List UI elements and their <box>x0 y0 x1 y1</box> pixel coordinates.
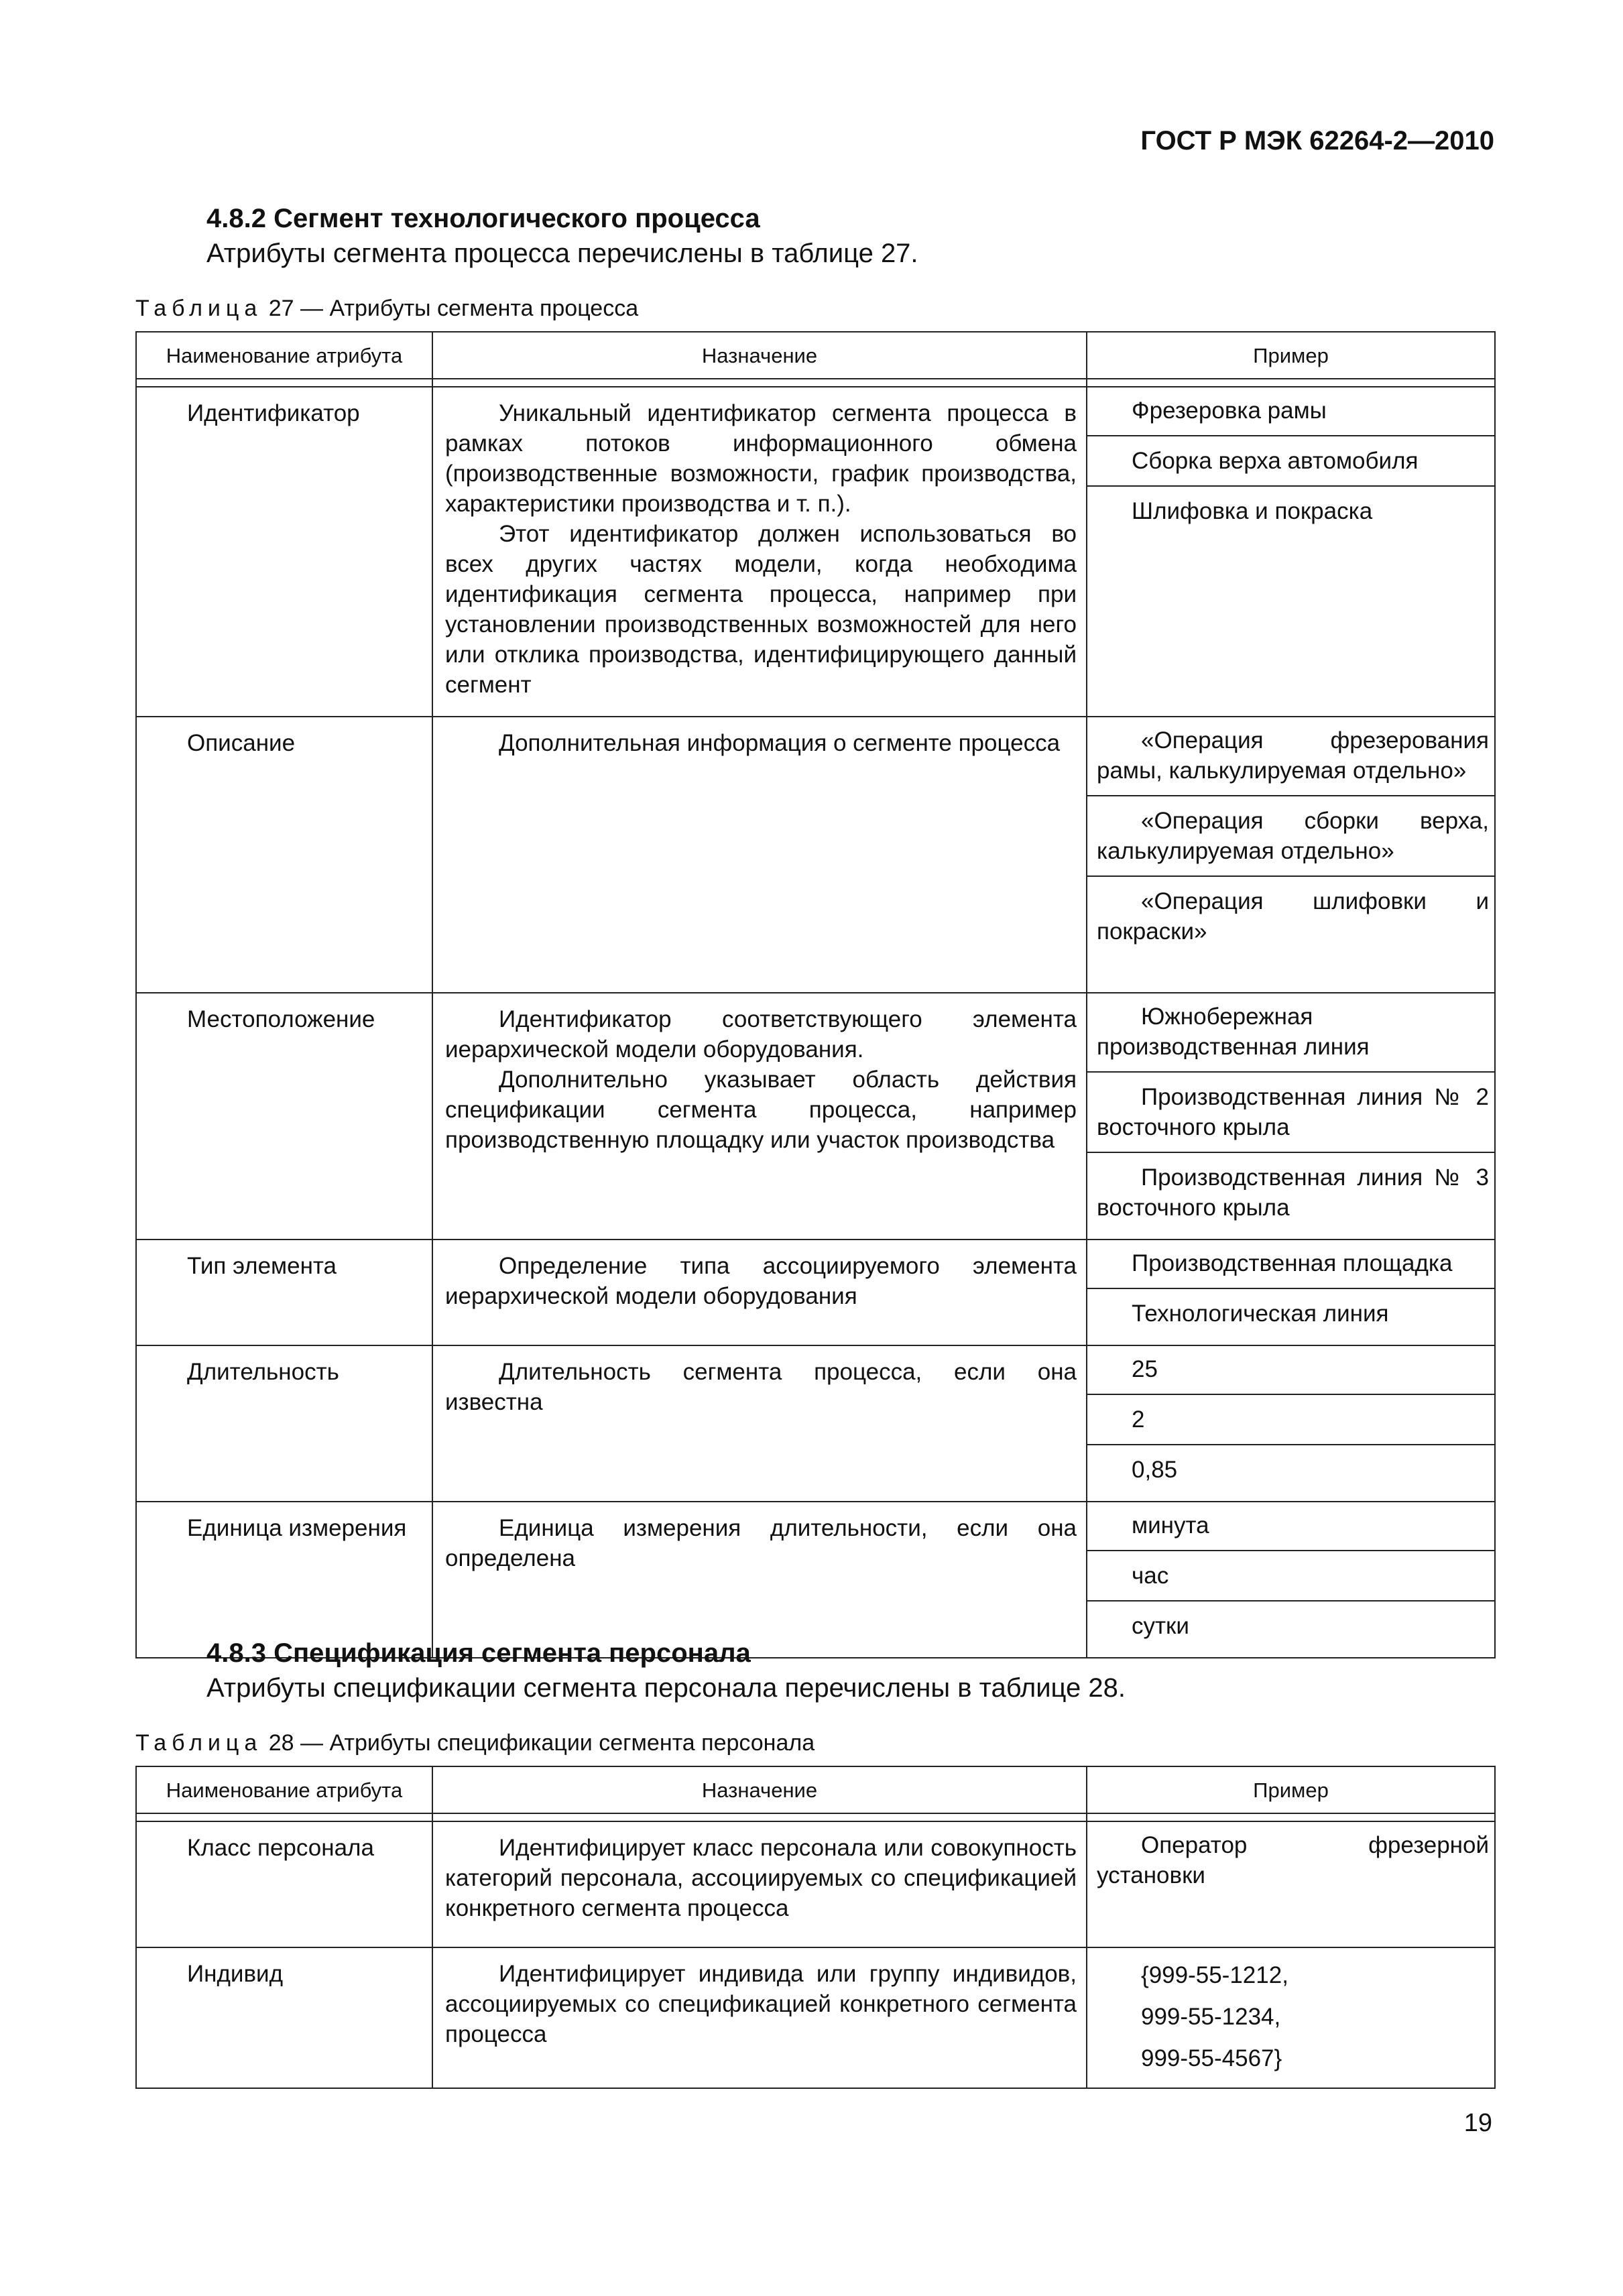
attr-examples <box>1087 993 1495 1240</box>
attr-examples <box>1087 1345 1495 1502</box>
desc-paragraph: Идентифицирует индивида или группу индивидов, ассоциируемых со спецификацией конкретного сегмента процесса <box>445 1961 1077 2047</box>
desc-paragraph: Этот идентификатор должен использоваться во всех других частях модели, когда необходима идентификация сегмента процесса, например при установлении производственных возможностей для него или отклика производства, идентифицирующего данный сегмент <box>445 521 1077 698</box>
attr-desc <box>432 1240 1087 1345</box>
attr-examples <box>1087 717 1495 993</box>
header-cell-name: Наименование атрибута <box>136 1766 432 1813</box>
attr-desc <box>432 1821 1087 1947</box>
attr-examples <box>1087 387 1495 717</box>
table-header-row <box>136 332 1495 379</box>
attr-name: Единица измерения <box>136 1502 432 1658</box>
table-27 <box>135 331 1496 1658</box>
table-row <box>136 1240 1495 1345</box>
header-cell-name: Наименование атрибута <box>136 332 432 379</box>
section-title-4-8-2: 4.8.2 Сегмент технологического процесса <box>206 204 760 233</box>
desc-paragraph: Уникальный идентификатор сегмента процесса в рамках потоков информационного обмена (производственные возможности, график производства, характеристики производства и т. п.). <box>445 400 1077 517</box>
example-item: час <box>1087 1559 1494 1602</box>
header-separator <box>136 379 1495 387</box>
table-row <box>136 1947 1495 2088</box>
table27-caption-text: 27 — Атрибуты сегмента процесса <box>262 296 639 321</box>
page-number: 19 <box>1463 2109 1492 2137</box>
attr-desc <box>432 717 1087 993</box>
desc-paragraph: Дополнительно указывает область действия спецификации сегмента процесса, например производственную площадку или участок производства <box>445 1067 1077 1153</box>
attr-examples <box>1087 1947 1495 2088</box>
attr-examples <box>1087 1240 1495 1345</box>
standard-header: ГОСТ Р МЭК 62264-2—2010 <box>1140 126 1494 156</box>
desc-paragraph: Идентификатор соответствующего элемента иерархической модели оборудования. <box>445 1006 1077 1063</box>
attr-desc <box>432 1502 1087 1658</box>
header-cell-purpose: Назначение <box>432 1766 1087 1813</box>
header-separator <box>136 1813 1495 1821</box>
attr-name: Длительность <box>136 1345 432 1502</box>
attr-examples <box>1087 1821 1495 1947</box>
example-item: {999-55-1212, <box>1141 1962 1288 1988</box>
attr-name: Тип элемента <box>136 1240 432 1345</box>
example-item: 999-55-1234, <box>1141 2004 1281 2030</box>
table-row <box>136 1502 1495 1658</box>
attr-desc <box>432 387 1087 717</box>
table-row <box>136 1821 1495 1947</box>
header-cell-example: Пример <box>1087 332 1495 379</box>
attr-name: Идентификатор <box>136 387 432 717</box>
table-header-row <box>136 1766 1495 1813</box>
desc-paragraph: Единица измерения длительности, если она определена <box>445 1515 1077 1571</box>
attr-name: Индивид <box>136 1947 432 2088</box>
example-item: Фрезеровка рамы <box>1087 394 1494 436</box>
example-item: Шлифовка и покраска <box>1132 498 1373 524</box>
attr-name: Местоположение <box>136 993 432 1240</box>
example-item: Производственная площадка <box>1087 1247 1494 1289</box>
example-item: Производственная линия № 2 восточного крыла <box>1087 1081 1494 1153</box>
example-item: «Операция фрезерования рамы, калькулируемая отдельно» <box>1087 724 1494 796</box>
table28-caption-prefix: Таблица <box>135 1730 263 1756</box>
attr-name: Класс персонала <box>136 1821 432 1947</box>
desc-paragraph: Длительность сегмента процесса, если она известна <box>445 1359 1077 1415</box>
example-item: 0,85 <box>1132 1457 1178 1483</box>
example-item: сутки <box>1132 1613 1189 1639</box>
header-cell-example: Пример <box>1087 1766 1495 1813</box>
attr-name: Описание <box>136 717 432 993</box>
example-item: 2 <box>1087 1403 1494 1445</box>
section-intro-4-8-3: Атрибуты спецификации сегмента персонала перечислены в таблице 28. <box>206 1673 1126 1703</box>
table28-caption <box>135 1728 815 1758</box>
attr-desc <box>432 1345 1087 1502</box>
example-item: «Операция сборки верха, калькулируемая отдельно» <box>1087 804 1494 877</box>
table-28 <box>135 1766 1496 2089</box>
table-row <box>136 387 1495 717</box>
table27-caption-prefix: Таблица <box>135 296 263 321</box>
header-cell-purpose: Назначение <box>432 332 1087 379</box>
example-item: 25 <box>1087 1353 1494 1395</box>
example-item: Технологическая линия <box>1132 1301 1389 1327</box>
example-item: минута <box>1087 1509 1494 1551</box>
section-intro-4-8-2: Атрибуты сегмента процесса перечислены в таблице 27. <box>206 239 918 268</box>
section-title-4-8-3: 4.8.3 Спецификация сегмента персонала <box>206 1638 751 1668</box>
example-item: «Операция шлифовки и покраски» <box>1097 888 1489 945</box>
table-row <box>136 1345 1495 1502</box>
desc-paragraph: Определение типа ассоциируемого элемента иерархической модели оборудования <box>445 1253 1077 1309</box>
table28-caption-text: 28 — Атрибуты спецификации сегмента персонала <box>262 1730 815 1756</box>
attr-examples <box>1087 1502 1495 1658</box>
table27-caption <box>135 294 638 323</box>
example-item: Южнобережная производственная линия <box>1087 1000 1494 1073</box>
desc-paragraph: Идентифицирует класс персонала или совокупность категорий персонала, ассоциируемых со спецификацией конкретного сегмента процесса <box>445 1835 1077 1921</box>
example-item: Производственная линия № 3 восточного крыла <box>1097 1164 1489 1221</box>
desc-paragraph: Дополнительная информация о сегменте процесса <box>499 730 1061 756</box>
example-item: Сборка верха автомобиля <box>1087 444 1494 487</box>
example-item: Оператор фрезерной установки <box>1097 1832 1489 1888</box>
example-item: 999-55-4567} <box>1141 2045 1282 2071</box>
attr-desc <box>432 993 1087 1240</box>
table-row <box>136 717 1495 993</box>
table-row <box>136 993 1495 1240</box>
attr-desc <box>432 1947 1087 2088</box>
